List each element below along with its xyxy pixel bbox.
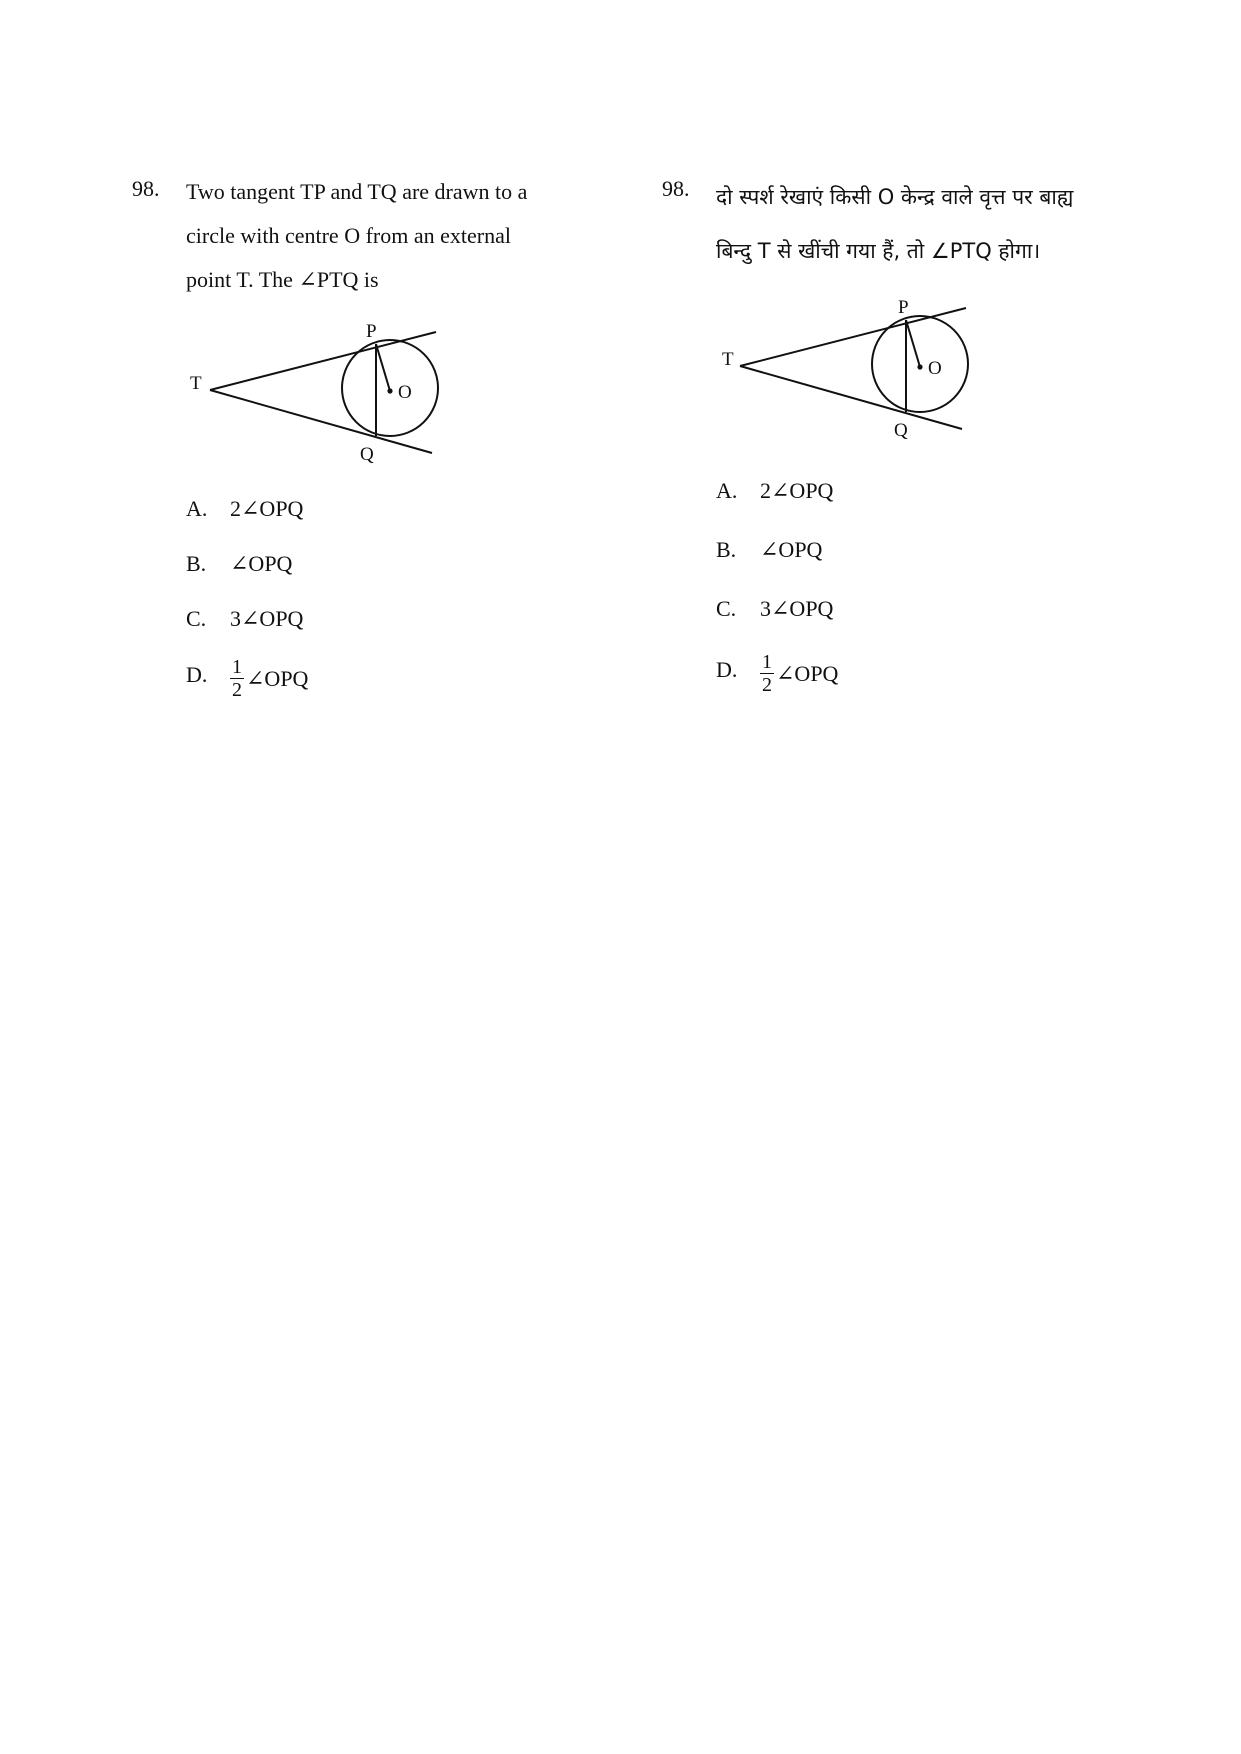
label-t: T <box>722 349 734 370</box>
question-line: बिन्दु T से खींची गया हैं, तो ∠PTQ होगा। <box>716 239 1041 263</box>
question-hindi <box>640 0 1200 800</box>
tangent-circle-figure <box>710 290 980 450</box>
radius-op <box>376 344 390 391</box>
option-d[interactable]: D. $\frac{1}{2}$ ∠OPQ <box>716 651 839 696</box>
figure-svg <box>180 310 450 470</box>
label-q: Q <box>360 444 374 465</box>
label-t: T <box>190 373 202 394</box>
question-number: 98. <box>132 176 160 201</box>
question-text <box>716 170 1073 278</box>
option-a[interactable]: A. 2∠OPQ <box>716 478 834 503</box>
question-english <box>0 0 560 800</box>
label-o: O <box>398 382 412 403</box>
question-line: point T. The ∠PTQ is <box>186 267 379 292</box>
question-line: Two tangent TP and TQ are drawn to a <box>186 179 528 204</box>
centre-point <box>917 364 922 369</box>
option-d[interactable]: D. $\frac{1}{2}$ ∠OPQ <box>186 656 309 701</box>
figure-svg <box>710 290 980 450</box>
option-c[interactable]: C. 3∠OPQ <box>716 596 834 621</box>
option-a[interactable]: A. 2∠OPQ <box>186 496 304 521</box>
question-number: 98. <box>662 176 690 201</box>
question-text <box>186 170 527 302</box>
label-p: P <box>366 321 377 342</box>
centre-point <box>387 388 392 393</box>
tangent-circle-figure <box>180 310 450 470</box>
radius-op <box>906 320 920 367</box>
option-b[interactable]: B. ∠OPQ <box>716 537 823 562</box>
question-line: circle with centre O from an external <box>186 223 511 248</box>
label-o: O <box>928 358 942 379</box>
fraction: $\frac{1}{2}$ <box>762 651 772 696</box>
option-b[interactable]: B. ∠OPQ <box>186 551 293 576</box>
label-p: P <box>898 297 909 318</box>
option-c[interactable]: C. 3∠OPQ <box>186 606 304 631</box>
question-line: दो स्पर्श रेखाएं किसी O केन्द्र वाले वृत्त पर बाह्य <box>716 185 1074 209</box>
fraction: $\frac{1}{2}$ <box>232 656 242 701</box>
label-q: Q <box>894 420 908 441</box>
